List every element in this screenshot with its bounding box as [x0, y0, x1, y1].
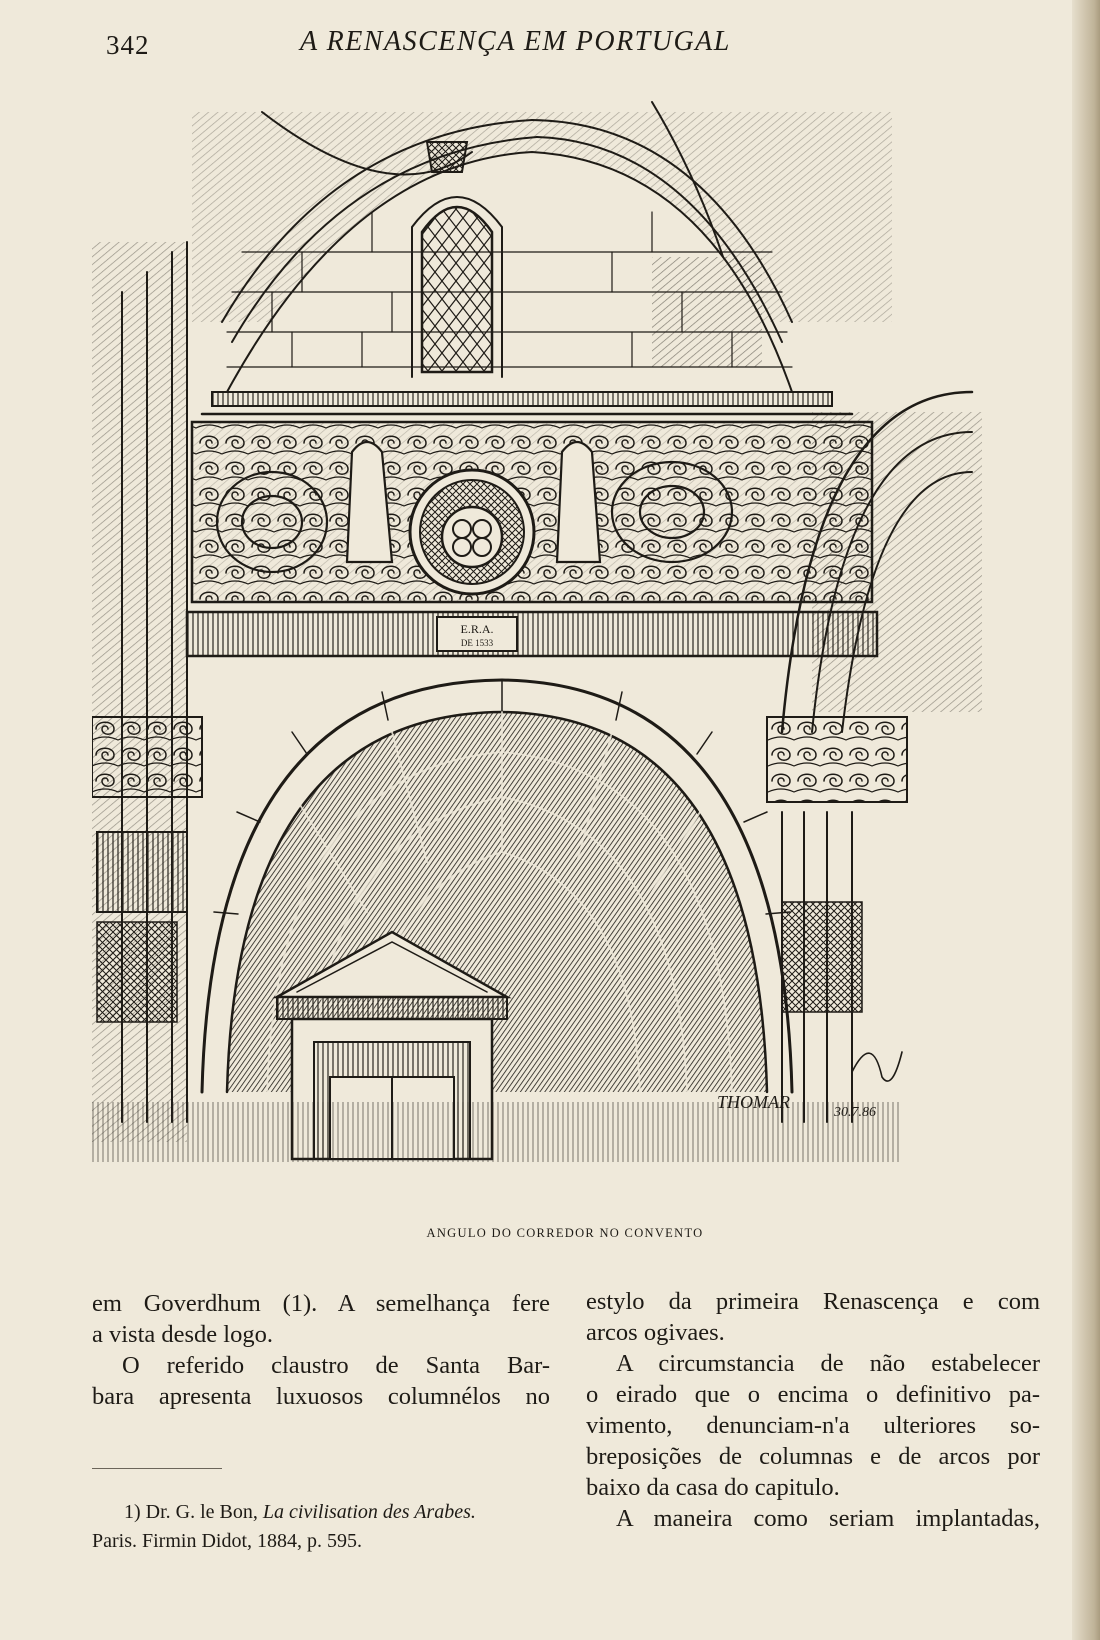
text-line: O referido claustro de Santa Bar- — [122, 1352, 550, 1379]
illustration-caption: ANGULO DO CORREDOR NO CONVENTO — [426, 1226, 704, 1240]
corridor-engraving — [92, 92, 1012, 1182]
artist-note: THOMAR — [717, 1092, 790, 1112]
page-number: 342 — [106, 30, 150, 60]
right-column — [586, 1286, 1040, 1534]
artist-monogram — [852, 1052, 902, 1081]
inscription-text-2: DE 1533 — [460, 638, 494, 648]
text-line: arcos ogivaes. — [586, 1319, 725, 1346]
text-line: bara apresenta luxuosos columnélos no — [92, 1383, 550, 1410]
text-line: em Goverdhum (1). A semelhança fere — [92, 1290, 550, 1317]
inscription-text-1: E.R.A. — [460, 622, 494, 636]
footnote-line-2: Paris. Firmin Didot, 1884, p. 595. — [92, 1530, 363, 1552]
footnote-line-1 — [92, 1498, 550, 1527]
left-column — [92, 1288, 550, 1412]
illustration-plate — [92, 92, 1012, 1182]
footnote-book-title: La civilisation des Arabes. — [262, 1501, 476, 1523]
text-line: breposições de columnas e de arcos por — [586, 1443, 1040, 1470]
text-line: A maneira como seriam implantadas, — [616, 1505, 1040, 1532]
text-line: A circumstancia de não estabelecer — [616, 1350, 1040, 1377]
text-line: estylo da primeira Renascença e com — [586, 1288, 1040, 1315]
footnote — [92, 1498, 550, 1556]
text-line: vimento, denunciam-n'a ulteriores so- — [586, 1412, 1040, 1439]
footnote-rule — [92, 1468, 222, 1469]
text-line: o eirado que o encima o definitivo pa- — [586, 1381, 1040, 1408]
artist-date: 30.7.86 — [834, 1105, 876, 1120]
text-line: baixo da casa do capitulo. — [586, 1474, 840, 1501]
footnote-citation: 1) Dr. G. le Bon, — [124, 1501, 263, 1523]
text-line: a vista desde logo. — [92, 1321, 273, 1348]
running-head: A RENASCENÇA EM PORTUGAL — [300, 26, 731, 57]
page-edge — [1072, 0, 1100, 1640]
